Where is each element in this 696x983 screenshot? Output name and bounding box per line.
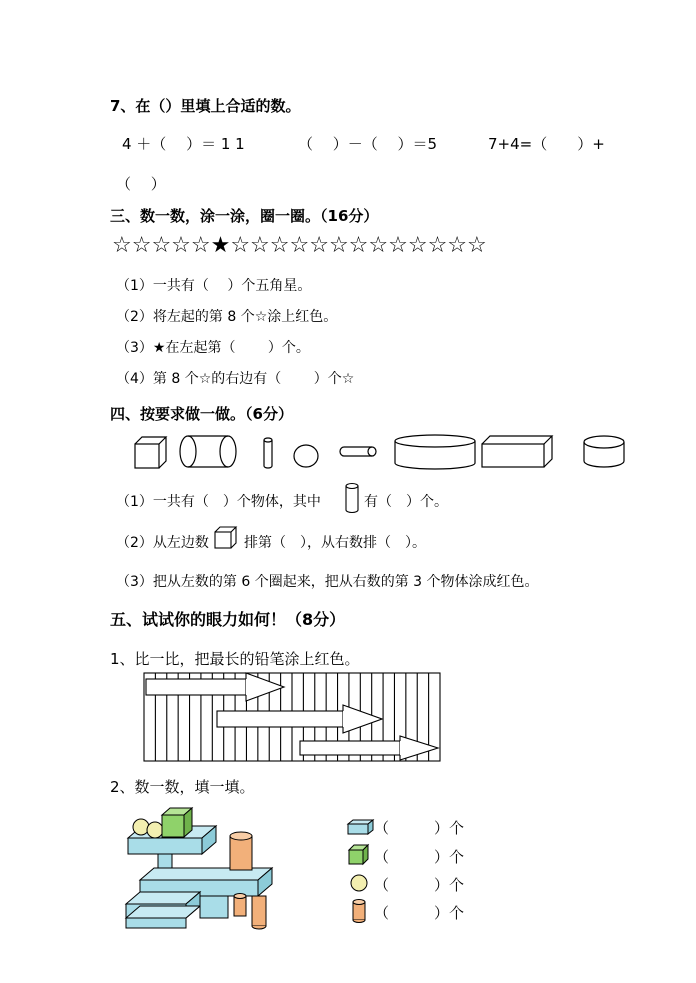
q7-equation-2: （ ）－（ ）＝5 [298, 135, 438, 153]
sphere-icon [351, 875, 367, 891]
q7-equation-1: 4 ＋（ ）＝ 1 1 [122, 135, 245, 153]
cube-icon [349, 845, 368, 864]
cuboid-icon [348, 820, 373, 834]
sec3-item-1: （1）一共有（ ）个五角星。 [116, 278, 312, 294]
section-3-title: 三、数一数，涂一涂，圈一圈。（16分） [110, 207, 379, 225]
count-row-cylinder: （ ）个 [374, 904, 465, 922]
sec4-item-1a: （1）一共有（ ）个物体，其中 [116, 494, 321, 510]
sec4-item-2a: （2）从左边数 [116, 535, 209, 551]
sec4-item-1b: 有（ ）个。 [364, 494, 448, 510]
section-4-title: 四、按要求做一做。（6分） [110, 405, 293, 423]
sec5-q2: 2、数一数，填一填。 [110, 778, 255, 796]
count-row-cube: （ ）个 [374, 848, 465, 866]
count-row-sphere: （ ）个 [374, 876, 465, 894]
sec3-item-4: （4）第 8 个☆的右边有（ ）个☆ [116, 371, 355, 387]
count-row-cuboid: （ ）个 [374, 819, 465, 837]
q7-equation-3-cont: （ ） [116, 175, 166, 193]
cylinder-icon [353, 900, 365, 923]
sec5-q1: 1、比一比，把最长的铅笔涂上红色。 [110, 650, 360, 668]
star-row: ☆☆☆☆☆★☆☆☆☆☆☆☆☆☆☆☆☆☆ [112, 233, 487, 258]
sec4-item-3: （3）把从左数的第 6 个圈起来，把从右数的第 3 个物体涂成红色。 [116, 574, 539, 590]
sec3-item-3: （3）★在左起第（ ）个。 [116, 340, 310, 356]
sec4-item-2b: 排第（ ），从右数排（ ）。 [244, 535, 426, 551]
section-5-title: 五、试试你的眼力如何！（8分） [110, 610, 346, 629]
q7-title: 7、在（）里填上合适的数。 [110, 97, 301, 115]
q7-equation-3: 7+4=（ ）+ [488, 135, 605, 153]
sec3-item-2: （2）将左起的第 8 个☆涂上红色。 [116, 309, 338, 325]
